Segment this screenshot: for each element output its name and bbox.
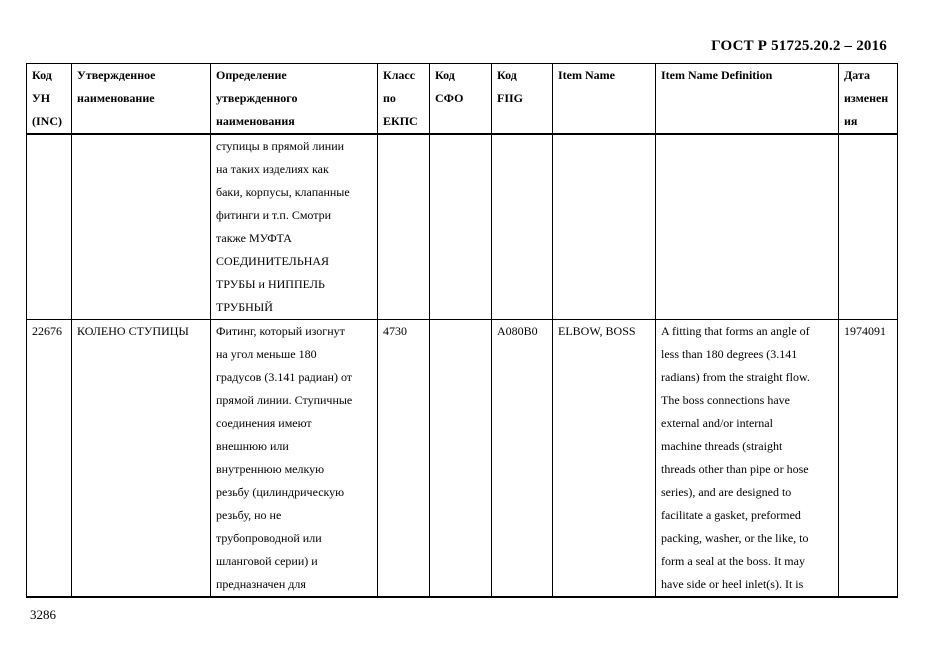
col-header-definition: Определение утвержденного наименования — [211, 64, 378, 135]
cell-item-name: ELBOW, BOSS — [553, 320, 656, 598]
catalog-table — [26, 63, 898, 598]
cell-item-definition: A fitting that forms an angle of less than 180 degrees (3.141 radians) from the straight flow. The boss connections have external and/or internal machine threads (straight threads other than pipe or hose series), and are designed to facilitate a gasket, preformed packing, washer, or the like, to form a seal at the boss. It may have side or heel inlet(s). It is — [656, 320, 839, 598]
cell-fiig: A080B0 — [492, 320, 553, 598]
cell-name: КОЛЕНО СТУПИЦЫ — [72, 320, 211, 598]
col-header-class: Класс по ЕКПС — [378, 64, 430, 135]
col-header-item-name: Item Name — [553, 64, 656, 135]
col-header-date: Дата изменен ия — [839, 64, 898, 135]
cell-item-definition — [656, 134, 839, 320]
col-header-item-definition: Item Name Definition — [656, 64, 839, 135]
cell-date: 1974091 — [839, 320, 898, 598]
col-header-sfo: Код СФО — [430, 64, 492, 135]
cell-definition: Фитинг, который изогнут на угол меньше 180 градусов (3.141 радиан) от прямой линии. Ступичные соединения имеют внешнюю или внутреннюю мелкую резьбу (цилиндрическую резьбу, но не трубопроводной или шланговой серии) и предназначен для — [211, 320, 378, 598]
cell-fiig — [492, 134, 553, 320]
cell-code — [27, 134, 72, 320]
cell-class: 4730 — [378, 320, 430, 598]
table-row — [27, 320, 898, 598]
col-header-code: Код УН (INC) — [27, 64, 72, 135]
page-number: 3286 — [30, 607, 56, 622]
cell-date — [839, 134, 898, 320]
document-title: ГОСТ Р 51725.20.2 – 2016 — [711, 38, 887, 54]
cell-class — [378, 134, 430, 320]
cell-definition: ступицы в прямой линии на таких изделиях как баки, корпусы, клапанные фитинги и т.п. Смотри также МУФТА СОЕДИНИТЕЛЬНАЯ ТРУБЫ и НИППЕЛЬ ТРУБНЫЙ — [211, 134, 378, 320]
cell-item-name — [553, 134, 656, 320]
table-row — [27, 134, 898, 320]
col-header-name: Утвержденное наименование — [72, 64, 211, 135]
cell-sfo — [430, 134, 492, 320]
col-header-fiig: Код FIIG — [492, 64, 553, 135]
header-row — [27, 64, 898, 135]
cell-code: 22676 — [27, 320, 72, 598]
cell-name — [72, 134, 211, 320]
cell-sfo — [430, 320, 492, 598]
